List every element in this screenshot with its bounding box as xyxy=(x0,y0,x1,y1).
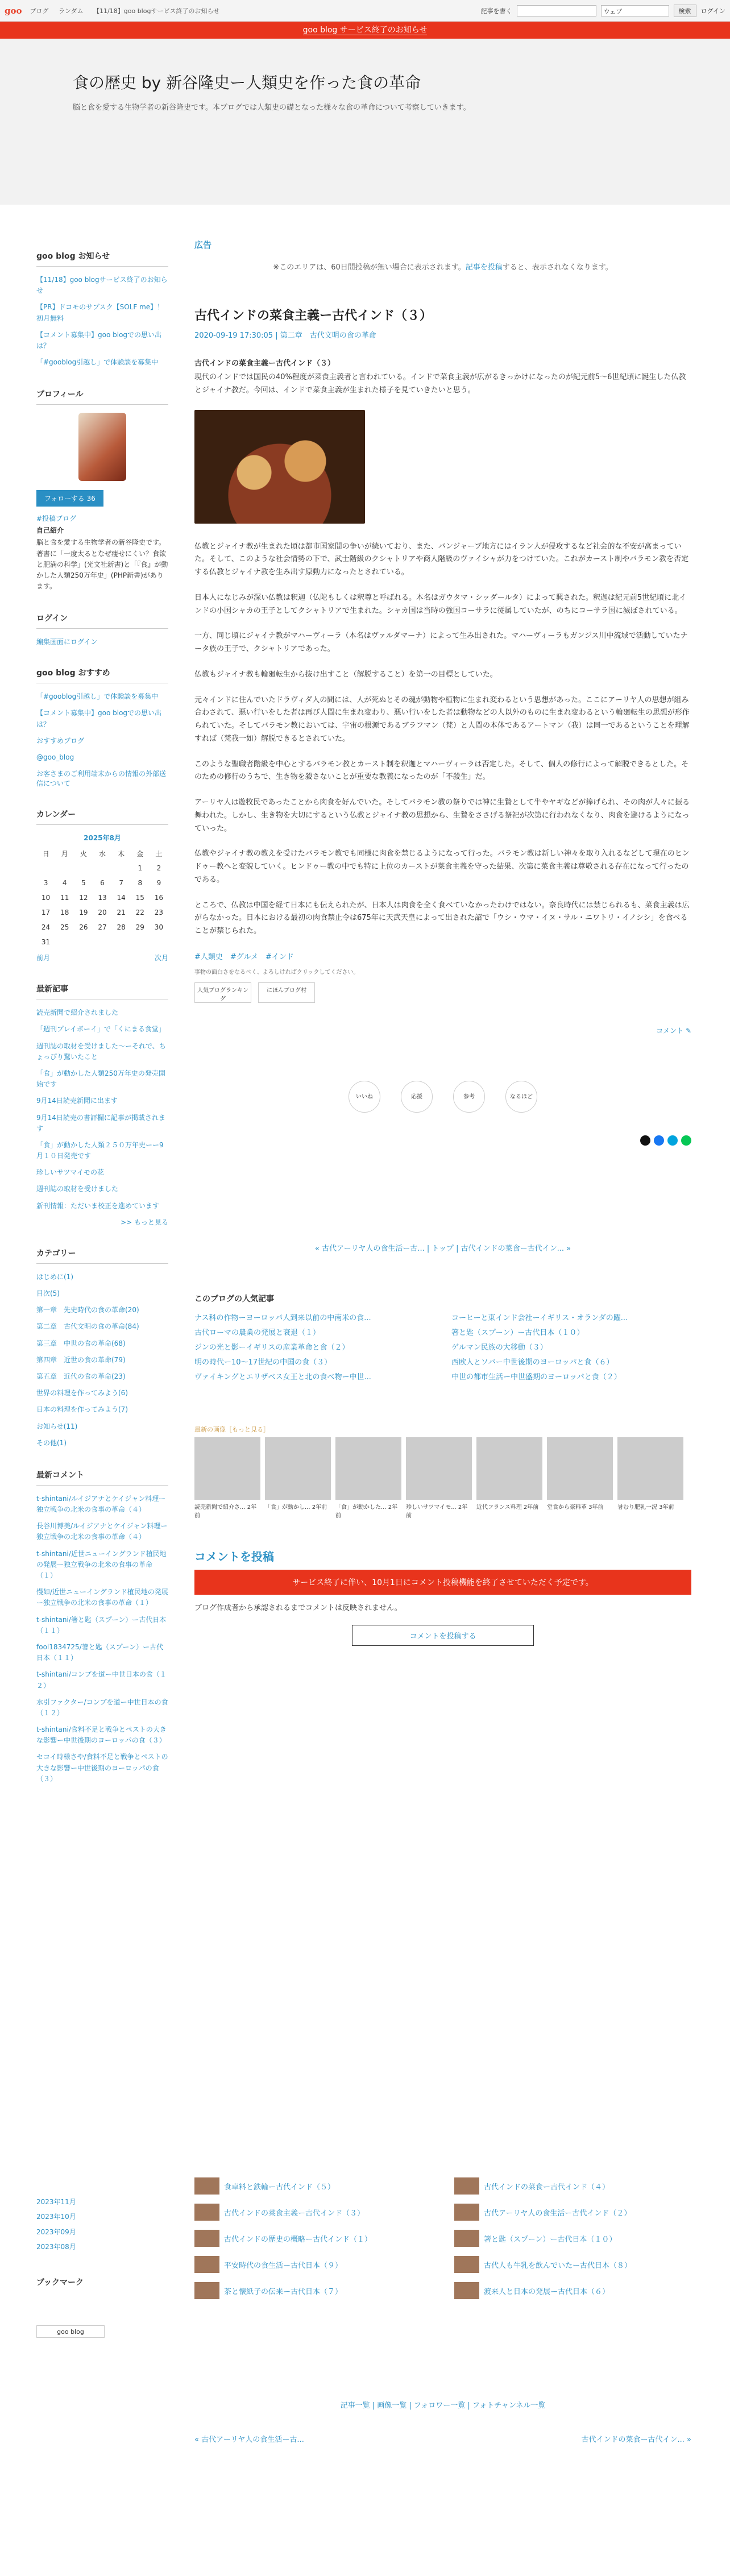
popular-article-link[interactable]: ジンの光と影ーイギリスの産業革命と食（２） xyxy=(194,1343,350,1352)
related-article[interactable] xyxy=(454,2177,691,2195)
related-title[interactable]: 古代アーリヤ人の食生活ー古代インド（２） xyxy=(484,2209,632,2218)
article-paragraph: 一方、同じ頃にジャイナ教がマハーヴィーラ（本名はヴァルダマーナ）によって生み出された。マハーヴィーラもガンジス川中流域で活動していたナータ族の王子で、クシャトリアであった。 xyxy=(194,632,688,653)
gallery-image[interactable] xyxy=(265,1437,331,1500)
post-pager[interactable]: « 古代アーリヤ人の食生活ー古... | トップ | 古代インドの菜食ー古代イン... » xyxy=(314,1244,571,1253)
calendar-day[interactable]: 11 xyxy=(60,894,69,902)
category-link[interactable]: はじめに(1) xyxy=(36,1272,73,1281)
recent-article-link[interactable]: 読売新聞で紹介されました xyxy=(36,1009,119,1017)
calendar-day xyxy=(55,861,74,876)
related-article[interactable] xyxy=(194,2256,432,2273)
comment-end-banner[interactable]: サービス終了に伴い、10月1日にコメント投稿機能を終了させていただく予定です。 xyxy=(194,1570,691,1595)
calendar-day[interactable]: 17 xyxy=(41,909,51,917)
category-link[interactable]: 第四章 近世の食の革命(79) xyxy=(36,1355,126,1364)
related-article[interactable] xyxy=(194,2177,432,2195)
archive-link[interactable]: 2023年08月 xyxy=(36,2243,76,2251)
calendar-day[interactable]: 30 xyxy=(154,923,164,932)
recent-article-link[interactable]: 珍しいサツマイモの花 xyxy=(36,1168,105,1177)
goo-blog-badge[interactable]: goo blog xyxy=(36,2325,105,2338)
article-paragraph: 仏教とジャイナ教が生まれた頃は都市国家間の争いが続いており、また、バンジャーブ地方にはイラン人が侵攻するなど社会的な不安が高まっていた。そして、このような社会情勢の下で、武士階級のクシャトリアや商人階級のヴァイシャが力をつけていた。これがカースト制やバラモン教を否定する仏教とジャイナ教を生み出す原動力になったとされている。 xyxy=(194,542,689,576)
article-paragraph: 元々インドに住んでいたドラヴィダ人の間には、人が死ぬとその魂が動物や植物に生まれ変わるという思想があった。ここにアーリヤ人の思想が組み合わされて、悪い行いをした者は再び人間に生まれ変わり、悪い行いをした者は動物などの人以外のものに生まれ変わるという輪廻転生の思想が形作られていた。そしてバラモン教においては、宇宙の根源であるブラフマン（梵）と人間の本体であるアートマン（我）は同一であるということを理解すれば（梵我一如）解脱できるとされていた。 xyxy=(194,695,690,743)
calendar-day xyxy=(150,935,168,949)
category-link[interactable]: 日本の料理を作ってみよう(7) xyxy=(36,1405,128,1414)
article-paragraph: ところで、仏教は中国を経て日本にも伝えられたが、日本人は肉食を全く食べていなかったわけではない。奈良時代には禁じられるも、菜食主義は広がらなかった。日本における最初の肉食禁止令は675年に天武天皇によって出された詔で「ウシ・ウマ・イヌ・サル・ニワトリ・イノシシ」を食べることが禁じられた。 xyxy=(194,901,690,935)
gallery-image[interactable] xyxy=(617,1437,683,1500)
calendar-weekday: 日 xyxy=(42,849,49,858)
popular-article-link[interactable]: ナス科の作物ーヨーロッパ人到来以前の中南米の食... xyxy=(194,1313,371,1322)
gallery-caption: 堂食から豪料革 3年前 xyxy=(547,1504,604,1511)
archive-link[interactable]: 2023年11月 xyxy=(36,2198,76,2206)
sidebar xyxy=(36,250,168,1805)
popular-article-link[interactable]: 古代ローマの農業の発展と衰退（１） xyxy=(194,1328,321,1337)
popular-article-link[interactable]: コーヒーと東インド会社ーイギリス・オランダの躍... xyxy=(451,1313,628,1322)
rank-banner-ninki[interactable]: 人気ブログランキング xyxy=(194,982,251,1003)
search-scope-select[interactable]: ウェブ xyxy=(601,5,669,16)
react-agree-button[interactable]: なるほど xyxy=(505,1081,537,1113)
news-item[interactable]: 「#gooblog引越し」で体験談を募集中 xyxy=(36,358,159,367)
ad-note xyxy=(194,261,691,272)
recent-article-link[interactable]: 「食」が動かした人類２５０万年史ーー9月１０日発売です xyxy=(36,1140,164,1160)
category-link[interactable]: 第一章 先史時代の食の革命(20) xyxy=(36,1306,139,1314)
related-article[interactable] xyxy=(454,2282,691,2299)
profile-link[interactable]: #投稿ブログ xyxy=(36,515,77,523)
calendar-day xyxy=(36,861,55,876)
calendar-day xyxy=(112,861,131,876)
calendar-day xyxy=(112,935,131,949)
calendar-day[interactable]: 31 xyxy=(41,938,51,947)
related-title[interactable]: 食卓料と鉄輪ー古代インド（５） xyxy=(224,2183,335,2192)
calendar-day[interactable]: 19 xyxy=(79,909,88,917)
gallery-thumb[interactable] xyxy=(194,1437,260,1519)
calendar-day[interactable]: 25 xyxy=(60,923,69,932)
calendar-day xyxy=(93,861,111,876)
related-thumb xyxy=(194,2282,219,2299)
blog-description: 脳と食を愛する生物学者の新谷隆史です。本ブログでは人類史の礎となった様々な食の革命について考察していきます。 xyxy=(73,103,471,112)
ad-label: 広告 xyxy=(194,240,212,250)
category-link[interactable]: 第五章 近代の食の革命(23) xyxy=(36,1372,126,1380)
profile-name: 自己紹介 xyxy=(36,526,64,535)
calendar-month: 2025年8月 xyxy=(84,834,121,843)
calendar-day[interactable]: 4 xyxy=(62,879,67,887)
twitter-link[interactable]: @goo_blog xyxy=(36,753,74,761)
post-comment-button[interactable]: コメントを投稿する xyxy=(352,1625,534,1646)
service-end-text[interactable]: goo blog サービス終了のお知らせ xyxy=(302,26,428,35)
login-link[interactable]: ログイン xyxy=(700,7,725,15)
article-paragraph: 現代のインドでは国民の40%程度が菜食主義者と言われている。インドで菜食主義が広がるきっかけになったのが紀元前5～6世紀頃に誕生した仏教とジャイナ教だ。今回は、インドで菜食主義が生まれた様子を見ていきたいと思う。 xyxy=(194,373,686,395)
article-paragraph: 日本人になじみが深い仏教は釈迦（仏陀もしくは釈尊と呼ばれる。本名はガウタマ・シッダールタ）によって興された。釈迦は紀元前5世紀頃に北インドの小国シャカの王子としてクシャトリアで生まれた。シャカ国は当時の強国コーサラに従属していたが、のちにコーサラ国に滅ぼされている。 xyxy=(194,593,687,615)
comment-link-item[interactable]: t-shintani/コンブを道ー中世日本の食（１２） xyxy=(36,1670,167,1690)
hatena-share-icon[interactable] xyxy=(667,1135,678,1146)
archive-link[interactable]: 2023年09月 xyxy=(36,2227,76,2236)
related-title[interactable]: 古代インドの菜食主義ー古代インド（３） xyxy=(224,2209,365,2218)
gallery-caption: 読売新聞で紹介さ... 2年前 xyxy=(194,1504,257,1519)
related-title[interactable]: 古代人も牛乳を飲んでいたー古代日本（８） xyxy=(484,2261,632,2270)
gallery-image[interactable] xyxy=(547,1437,613,1500)
react-useful-button[interactable]: 参考 xyxy=(453,1081,485,1113)
calendar-next[interactable]: 次月 xyxy=(154,954,168,963)
gallery-caption: 近代フランス料理 2年前 xyxy=(476,1504,539,1511)
related-article[interactable] xyxy=(454,2230,691,2247)
calendar-day[interactable]: 14 xyxy=(117,894,126,902)
related-title[interactable]: 古代インドの歴史の概略ー古代インド（１） xyxy=(224,2235,372,2244)
footer-prev-link[interactable]: « 古代アーリヤ人の食生活ー古... xyxy=(194,2436,304,2444)
related-title[interactable]: 茶と懐紙子の伝来ー古代日本（７） xyxy=(224,2287,343,2296)
popular-article-link[interactable]: 箸と匙（スプーン）ー古代日本（１０） xyxy=(451,1328,584,1337)
category-link[interactable]: 第三章 中世の食の革命(68) xyxy=(36,1339,126,1347)
archive-list xyxy=(36,2195,168,2255)
related-title[interactable]: 平安時代の食生活ー古代日本（９） xyxy=(224,2261,343,2270)
avatar xyxy=(78,413,126,481)
x-share-icon[interactable] xyxy=(640,1135,650,1146)
comment-approval-note: ブログ作成者から承認されるまでコメントは反映されません。 xyxy=(194,1603,402,1612)
react-cheer-button[interactable]: 応援 xyxy=(401,1081,433,1113)
calendar-day[interactable]: 12 xyxy=(79,894,88,902)
post-article-link[interactable]: 記事を投稿 xyxy=(465,263,503,272)
news-item[interactable]: 【11/18】goo blogサービス終了のお知らせ xyxy=(36,276,168,295)
recommend-heading: goo blog おすすめ xyxy=(36,667,168,683)
calendar-weekday: 火 xyxy=(80,849,87,858)
comment-link-item[interactable]: fool1834725/箸と匙（スプーン）ー古代日本（１１） xyxy=(36,1642,164,1662)
gallery-thumb[interactable] xyxy=(476,1437,542,1519)
react-like-button[interactable]: いいね xyxy=(349,1081,380,1113)
comment-link-item[interactable]: t-shintani/ルイジアナとケイジャン料理ー独立戦争の北米の食事の革命（４） xyxy=(36,1494,166,1514)
article-paragraph: 仏教もジャイナ教も輪廻転生から抜け出すこと（解脱すること）を第一の目標としていた。 xyxy=(194,670,497,679)
gallery-image[interactable] xyxy=(406,1437,472,1500)
pencil-icon: ✎ xyxy=(685,1026,691,1035)
related-thumb xyxy=(194,2177,219,2195)
search-input[interactable] xyxy=(517,5,596,16)
news-item[interactable]: 【PR】ドコモのサブスク【SOLF me】！ 初月無料 xyxy=(36,303,164,322)
external-info-link[interactable]: お客さまのご利用端末からの情報の外部送信について xyxy=(36,770,167,788)
recent-article-link[interactable]: 週刊誌の取材を受けました xyxy=(36,1185,119,1193)
calendar-day[interactable]: 29 xyxy=(135,923,144,932)
related-title[interactable]: 古代インドの菜食ー古代インド（４） xyxy=(484,2183,610,2192)
calendar-day[interactable]: 20 xyxy=(98,909,107,917)
comment-link-item[interactable]: 水引ファクター/コンブを道ー中世日本の食（１２） xyxy=(36,1698,168,1717)
goo-logo[interactable]: goo xyxy=(5,5,22,16)
calendar-day[interactable]: 5 xyxy=(81,879,86,887)
gallery-image[interactable] xyxy=(335,1437,401,1500)
gallery-heading[interactable]: 最新の画像［もっと見る］ xyxy=(194,1425,269,1433)
line-share-icon[interactable] xyxy=(681,1135,691,1146)
related-thumb xyxy=(454,2204,479,2221)
related-thumb xyxy=(194,2230,219,2247)
calendar-day[interactable]: 27 xyxy=(98,923,107,932)
popular-article-link[interactable]: 中世の都市生活ー中世盛期のヨーロッパと食（２） xyxy=(451,1372,621,1382)
category-link[interactable]: 第二章 古代文明の食の革命(84) xyxy=(36,1322,139,1331)
recent-article-link[interactable]: 週刊誌の取材を受けました～ーそれで、ちょっぴり驚いたこと xyxy=(36,1042,166,1061)
gallery-thumb[interactable] xyxy=(406,1437,472,1519)
comments-heading: 最新コメント xyxy=(36,1469,168,1486)
article-date: 2020-09-19 17:30:05 xyxy=(194,331,273,340)
bookmark-heading: ブックマーク xyxy=(36,2278,84,2287)
search-button[interactable]: 検索 xyxy=(674,5,696,17)
top-nav xyxy=(30,6,228,15)
calendar-day[interactable]: 3 xyxy=(43,879,48,887)
ad-note-text: すると、表示されなくなります。 xyxy=(502,263,613,272)
related-article[interactable] xyxy=(454,2204,691,2221)
gallery-caption: 珍しいサツマイモ... 2年前 xyxy=(406,1504,468,1519)
article-meta: 2020-09-19 17:30:05 | 第二章 古代文明の食の革命 xyxy=(194,331,376,340)
lower-section xyxy=(0,2155,730,2444)
post-article-link[interactable]: 記事を書く xyxy=(480,7,512,15)
related-thumb xyxy=(454,2282,479,2299)
category-link[interactable]: 世界の料理を作ってみよう(6) xyxy=(36,1389,128,1397)
calendar-day[interactable]: 7 xyxy=(119,879,123,887)
article-paragraph: 仏教やジャイナ教の教えを受けたバラモン教でも同様に肉食を禁じるようになって行った。バラモン教は新しい神々を取り入れるなどして現在のヒンドゥー教へと変貌していく。ヒンドゥー教の中でも特に上位のカーストが菜食主義を守った結果、次第に菜食主義は尊敬される存在になって行ったのである。 xyxy=(194,849,690,884)
calendar-day[interactable]: 13 xyxy=(98,894,107,902)
calendar-day[interactable]: 6 xyxy=(100,879,105,887)
nav-notice[interactable]: 【11/18】goo blogサービス終了のお知らせ xyxy=(93,7,220,15)
popular-heading: このブログの人気記事 xyxy=(194,1294,274,1304)
gallery-thumb[interactable] xyxy=(265,1437,331,1519)
rank-note: 事物の面白さをなるべく、よろしければクリックしてください。 xyxy=(194,969,359,976)
calendar-weekday: 木 xyxy=(118,849,125,858)
article-lead: 古代インドの菜食主義ー古代インド（３） xyxy=(194,359,335,368)
calendar-day[interactable]: 26 xyxy=(79,923,88,932)
related-articles xyxy=(194,2177,691,2299)
blog-header xyxy=(0,39,730,205)
related-article[interactable] xyxy=(194,2230,432,2247)
recent-article-link[interactable]: 9月14日読売の書評欄に記事が掲載されます xyxy=(36,1113,165,1133)
calendar-weekday: 金 xyxy=(136,849,144,858)
gallery-thumb[interactable] xyxy=(547,1437,613,1519)
recent-article-link[interactable]: 新刊情報：ただいま校正を進めています xyxy=(36,1201,160,1210)
calendar-day[interactable]: 8 xyxy=(138,879,143,887)
calendar-weekday: 土 xyxy=(155,849,163,858)
calendar-weekday: 月 xyxy=(61,849,68,858)
rank-banner-mura[interactable]: にほんブログ村 xyxy=(258,982,315,1003)
gallery-caption: 「食」が動かした... 2年前 xyxy=(335,1504,398,1519)
related-thumb xyxy=(454,2230,479,2247)
comment-post-heading: コメントを投稿 xyxy=(194,1549,274,1563)
nav-random[interactable]: ランダム xyxy=(59,7,84,15)
archive-link[interactable]: 2023年10月 xyxy=(36,2213,76,2221)
category-link[interactable]: 目次(5) xyxy=(36,1289,60,1297)
calendar-heading: カレンダー xyxy=(36,808,168,825)
service-end-banner[interactable] xyxy=(0,22,730,39)
article xyxy=(194,306,691,1646)
gallery-thumb[interactable] xyxy=(617,1437,683,1519)
facebook-share-icon[interactable] xyxy=(654,1135,664,1146)
calendar-day xyxy=(131,935,150,949)
main-content xyxy=(194,239,691,1646)
related-title[interactable]: 箸と匙（スプーン）ー古代日本（１０） xyxy=(484,2235,617,2244)
gallery-caption: 暑むり肥乳一況 3年前 xyxy=(617,1504,674,1511)
calendar-day[interactable]: 24 xyxy=(41,923,51,932)
article-paragraph: アーリヤ人は遊牧民であったことから肉食を好んでいた。そしてバラモン教の祭りでは神に生贄として牛やヤギなどが捧げられ、その肉が人々に振る舞われた。しかし、生き物を大切にするという仏教とジャイナ教の思想から、生贄をささげる祭祀が次第に行われなくなり、肉食を避けるようになっていった。 xyxy=(194,798,690,833)
article-category[interactable]: 第二章 古代文明の食の革命 xyxy=(280,331,376,340)
recommend-item[interactable]: 【コメント募集中】goo blogでの思い出は？ xyxy=(36,709,162,728)
related-article[interactable] xyxy=(454,2256,691,2273)
comment-link-item[interactable]: 慢如/近世ニューイングランド植民地の発展ー独立戦争の北米の食事の革命（１） xyxy=(36,1588,168,1607)
related-article[interactable] xyxy=(194,2204,432,2221)
blog-title[interactable]: 食の歴史 by 新谷隆史ー人類史を作った食の革命 xyxy=(73,73,421,92)
article-tags[interactable]: #人類史 #グルメ #インド xyxy=(194,952,294,961)
news-item[interactable]: 【コメント募集中】goo blogでの思い出は？ xyxy=(36,330,162,350)
comment-link-item[interactable]: t-shintani/箸と匙（スプーン）ー古代日本（１１） xyxy=(36,1615,167,1635)
top-bar xyxy=(0,0,730,22)
follow-button[interactable]: フォローする 36 xyxy=(36,490,103,507)
article-paragraph: このような聖職者階級を中心とするバラモン教とカースト制を釈迦とマハーヴィーラは否定した。そして、個人の修行によって解脱できるとした。そのための修行のうちで、生き物を殺さないことが重要な教義になったのが「不殺生」だ。 xyxy=(194,760,689,782)
comment-link[interactable]: コメント xyxy=(656,1026,684,1035)
calendar-day[interactable]: 18 xyxy=(60,909,69,917)
category-link[interactable]: その他(1) xyxy=(36,1438,67,1447)
edit-login-link[interactable]: 編集画面にログイン xyxy=(36,638,98,646)
calendar-day[interactable]: 16 xyxy=(154,894,164,902)
gallery-thumb[interactable] xyxy=(335,1437,401,1519)
calendar-day[interactable]: 28 xyxy=(117,923,126,932)
article-title[interactable]: 古代インドの菜食主義ー古代インド（３） xyxy=(194,309,433,323)
recent-article-link[interactable]: 「食」が動かした人類250万年史の発売開始です xyxy=(36,1069,165,1089)
footer-next-link[interactable]: 古代インドの菜食ー古代イン... » xyxy=(581,2436,691,2444)
category-heading: カテゴリー xyxy=(36,1247,168,1264)
gallery-caption: 「食」が動かし... 2年前 xyxy=(265,1504,327,1511)
related-thumb xyxy=(454,2256,479,2273)
recommend-item[interactable]: おすすめブログ xyxy=(36,736,85,745)
calendar-prev[interactable]: 前月 xyxy=(36,954,51,963)
calendar-day xyxy=(55,935,74,949)
related-thumb xyxy=(194,2204,219,2221)
comment-link-item[interactable]: 長谷川博美/ルイジアナとケイジャン料理ー独立戦争の北米の食事の革命（４） xyxy=(36,1522,168,1541)
calendar-day[interactable]: 9 xyxy=(156,879,161,887)
related-title[interactable]: 渡来人と日本の発展ー古代日本（６） xyxy=(484,2287,610,2296)
calendar-day[interactable]: 1 xyxy=(138,864,143,873)
comment-link-item[interactable]: セコイ時様さや/食料不足と戦争とペストの大きな影響ー中世後期のヨーロッパの食（３） xyxy=(36,1753,168,1783)
onion-photo[interactable] xyxy=(194,410,365,524)
calendar xyxy=(36,833,168,949)
calendar-day[interactable]: 23 xyxy=(154,909,164,917)
gallery-image[interactable] xyxy=(476,1437,542,1500)
recent-article-link[interactable]: 9月14日読売新聞に出ます xyxy=(36,1097,118,1105)
calendar-weekday: 水 xyxy=(98,849,106,858)
recent-more-link[interactable]: >> もっと見る xyxy=(121,1218,168,1226)
calendar-day xyxy=(93,935,111,949)
nav-blog[interactable]: ブログ xyxy=(30,7,49,15)
calendar-day[interactable]: 2 xyxy=(156,864,161,873)
calendar-day xyxy=(74,935,93,949)
profile-heading: プロフィール xyxy=(36,388,168,405)
related-thumb xyxy=(454,2177,479,2195)
calendar-day[interactable]: 21 xyxy=(117,909,126,917)
category-link[interactable]: お知らせ(11) xyxy=(36,1422,78,1430)
ad-note-text: ※このエリアは、60日間投稿が無い場合に表示されます。 xyxy=(273,263,466,272)
comment-link-item[interactable]: t-shintani/食料不足と戦争とペストの大きな影響ー中世後期のヨーロッパの食（３） xyxy=(36,1725,167,1745)
profile-bio: 脳と食を愛する生物学者の新谷隆史です。著書に「一度太るとなぜ痩せにくい？食欲と肥満の科学」(光文社新書)と「『食』が動かした人類250万年史」(PHP新書)があります。 xyxy=(36,538,168,591)
recommend-item[interactable]: 「#gooblog引越し」で体験談を募集中 xyxy=(36,692,159,701)
popular-article-link[interactable]: ゲルマン民族の大移動（３） xyxy=(451,1343,548,1352)
recent-heading: 最新記事 xyxy=(36,983,168,999)
calendar-day[interactable]: 22 xyxy=(135,909,144,917)
news-heading: goo blog お知らせ xyxy=(36,250,168,267)
calendar-day[interactable]: 15 xyxy=(135,894,144,902)
related-article[interactable] xyxy=(194,2282,432,2299)
calendar-day[interactable]: 10 xyxy=(41,894,51,902)
footer-nav[interactable]: 記事一覧 | 画像一覧 | フォロワー一覧 | フォトチャンネル一覧 xyxy=(340,2401,546,2410)
popular-article-link[interactable]: 西欧人とソバー中世後期のヨーロッパと食（６） xyxy=(451,1358,614,1367)
comment-link-item[interactable]: t-shintani/近世ニューイングランド植民地の発展ー独立戦争の北米の食事の革命（１） xyxy=(36,1549,167,1579)
popular-article-link[interactable]: 明の時代ー10～17世紀の中国の食（３） xyxy=(194,1358,332,1367)
popular-article-link[interactable]: ヴァイキングとエリザベス女王と北の食べ物ー中世... xyxy=(194,1372,371,1382)
login-heading: ログイン xyxy=(36,612,168,629)
calendar-day xyxy=(74,861,93,876)
gallery-image[interactable] xyxy=(194,1437,260,1500)
related-thumb xyxy=(194,2256,219,2273)
recent-article-link[interactable]: 「週刊プレイボーイ」で「くにまる食堂」 xyxy=(36,1025,165,1034)
